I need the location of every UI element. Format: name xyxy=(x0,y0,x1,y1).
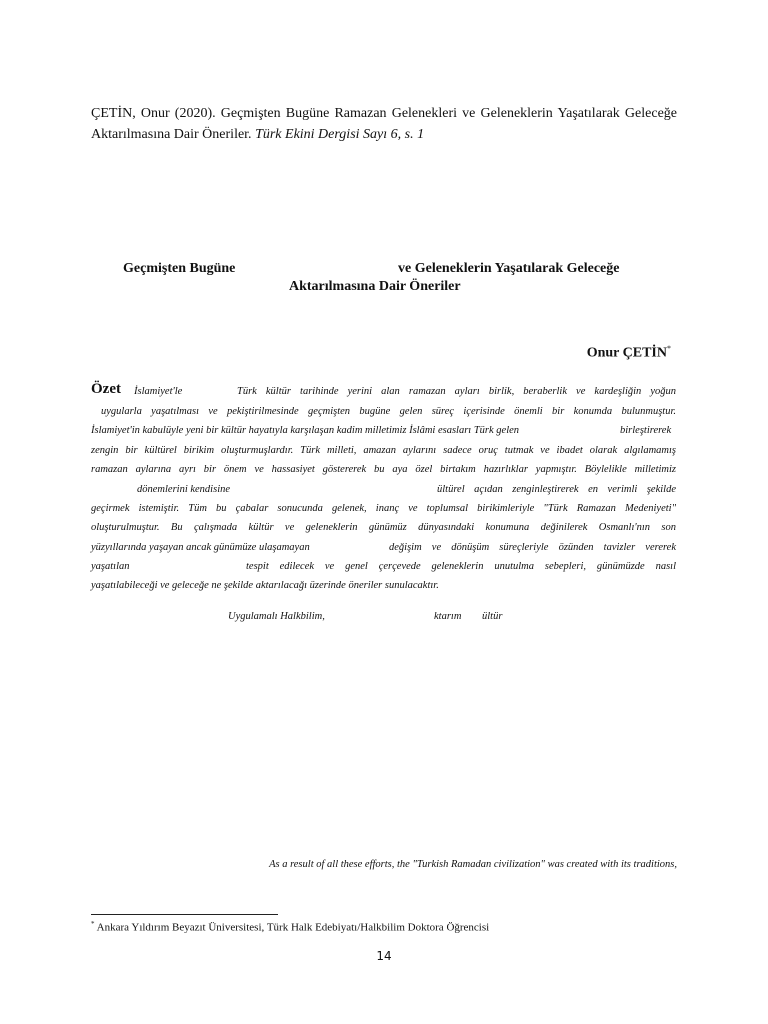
keyword: Uygulamalı Halkbilim, xyxy=(228,611,325,622)
abstract-line: ültürel açıdan zenginleştirerek en verimli şekilde xyxy=(437,484,676,495)
abstract-line: geçirmek istemiştir. Tüm bu çabalar sonucunda gelenek, inanç ve toplumsal birikimleriyle "Türk Ramazan Medeniyeti" xyxy=(91,503,676,514)
citation-journal: Türk Ekini Dergisi Sayı 6, s. 1 xyxy=(255,127,425,142)
author-footnote-marker: * xyxy=(667,344,671,353)
english-abstract-line: As a result of all these efforts, the "Turkish Ramadan civilization" was created with its traditions, xyxy=(269,859,677,870)
abstract-line: İslamiyet'le xyxy=(134,386,183,397)
abstract-line: yaşatılan xyxy=(91,561,130,572)
abstract-line: yaşatılabileceği ve geleceğe ne şekilde aktarılacağı üzerinde öneriler sunulacaktır. xyxy=(91,580,439,591)
abstract-line: oluşturulmuştur. Bu çalışmada kültür ve geleneklerin günümüz dünyasındaki konumuna değinilerek Osmanlı'nın son xyxy=(91,522,676,533)
abstract-line: Türk kültür tarihinde yerini alan ramazan ayları birlik, beraberlik ve kardeşliğin yoğun xyxy=(237,386,676,397)
footnote-text: Ankara Yıldırım Beyazıt Üniversitesi, Türk Halk Edebiyatı/Halkbilim Doktora Öğrencisi xyxy=(96,921,490,934)
abstract-line: değişim ve dönüşüm süreçleriyle özünden tavizler vererek xyxy=(389,542,676,553)
page-number: 14 xyxy=(376,949,392,963)
abstract-label: Özet xyxy=(91,381,121,397)
abstract-line: İslamiyet'in kabulüyle yeni bir kültür hayatıyla karşılaşan kadim milletimiz İslâmi esasları Türk gelen xyxy=(91,425,520,436)
abstract-line: ramazan aylarına ayrı bir önem ve hassasiyet göstererek bu aya özel birtakım hazırlıklar yapmıştır. Böylelikle milletimiz xyxy=(91,464,676,475)
abstract-line: yüzyıllarında yaşayan ancak günümüze ulaşamayan xyxy=(91,542,310,553)
title-line-2: Aktarılmasına Dair Öneriler xyxy=(289,279,461,294)
keyword: ültür xyxy=(482,611,503,622)
footnote-divider xyxy=(91,914,278,915)
abstract-line: dönemlerini kendisine xyxy=(137,484,231,495)
abstract-line: tespit edilecek ve genel çerçevede geleneklerin unutulma sebepleri, günümüzde nasıl xyxy=(246,561,676,572)
author-name xyxy=(587,344,671,362)
citation xyxy=(91,103,677,145)
footnote xyxy=(91,920,489,934)
abstract-line: birleştirerek xyxy=(620,425,672,436)
abstract-line: zengin bir kültürel birikim oluşturmuşlardır. Türk milleti, amazan aylarını sadece oruç tutmak ve ibadet olarak algılamamış xyxy=(91,445,676,456)
title-part-1: Geçmişten Bugüne xyxy=(123,261,236,276)
author-name-text: Onur ÇETİN xyxy=(586,345,667,361)
citation-main: ÇETİN, Onur (2020). Geçmişten Bugüne Ramazan Gelenekleri ve Geleneklerin Yaşatılarak Geleceğe Aktarılmasına Dair Öneriler. xyxy=(91,106,677,142)
abstract-line: uygularla yaşatılması ve pekiştirilmesinde geçmişten bugüne gelen süreç içerisinde önemli bir konumda bulunmuştur. xyxy=(101,406,676,417)
keyword: ktarım xyxy=(434,611,462,622)
footnote-marker: * xyxy=(91,920,95,928)
title-part-2: ve Geleneklerin Yaşatılarak Geleceğe xyxy=(398,261,620,276)
